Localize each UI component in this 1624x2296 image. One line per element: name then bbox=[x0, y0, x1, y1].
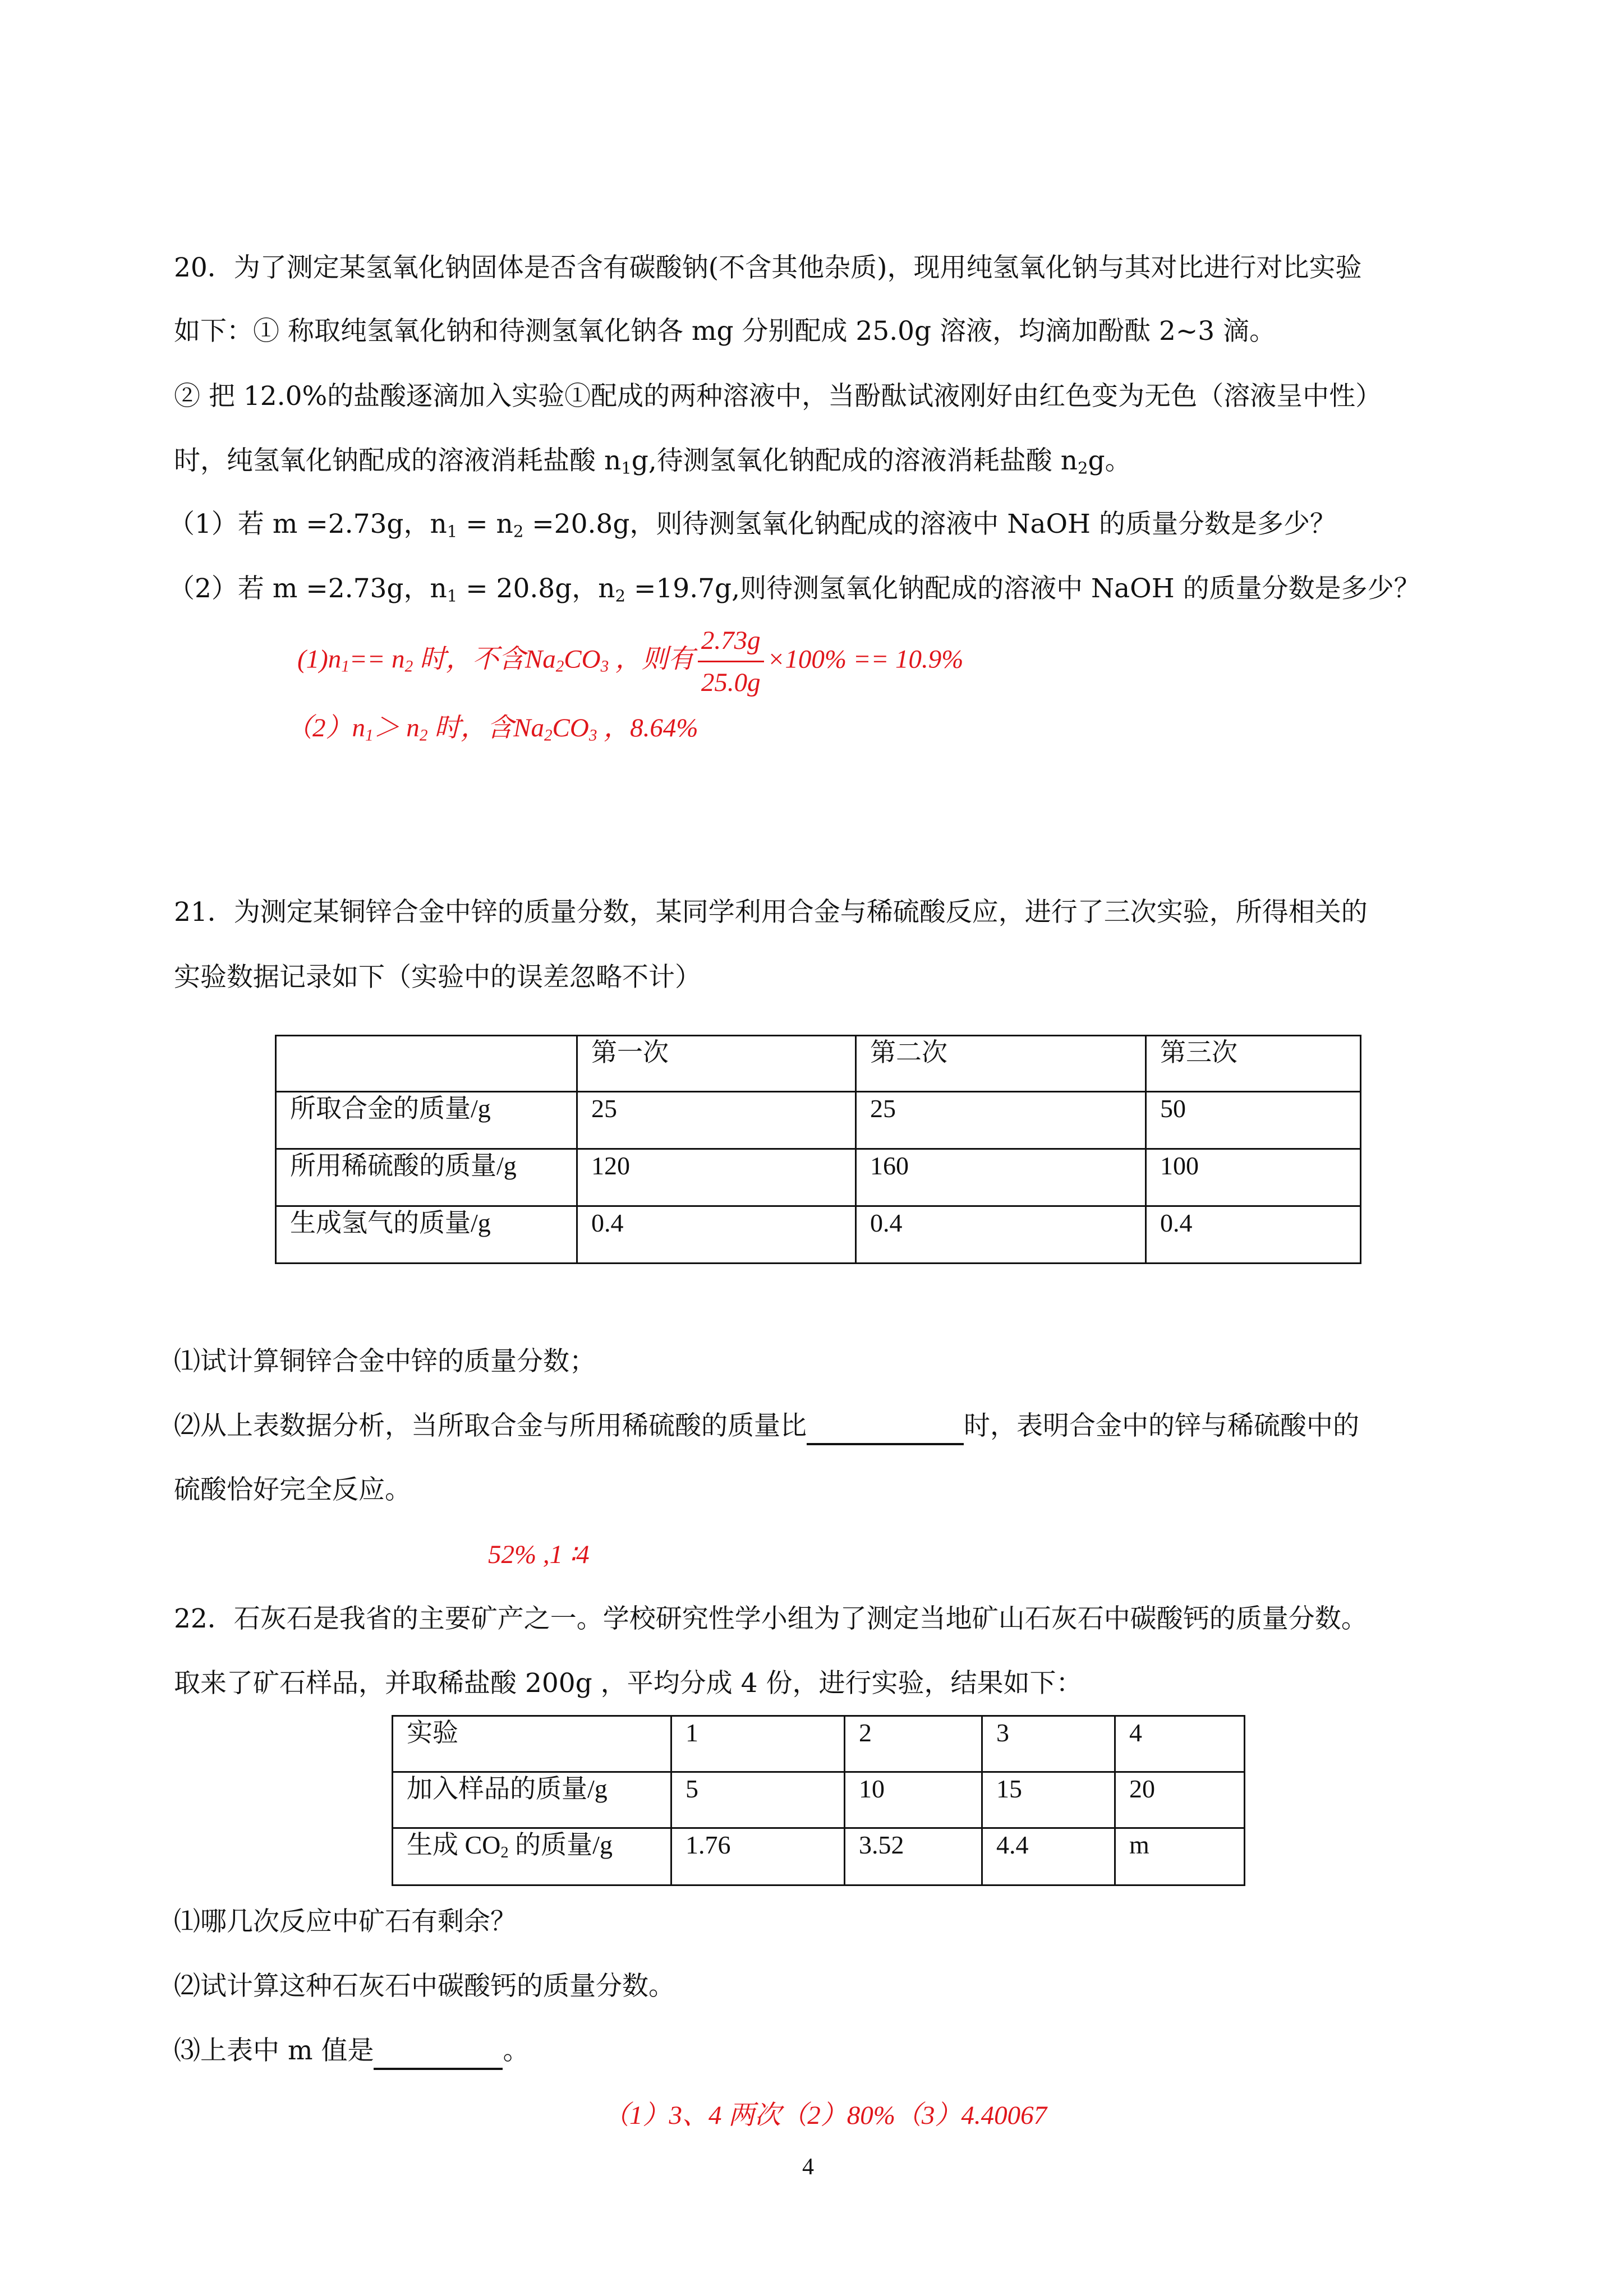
q22-answer: （1）3、4 两次（2）80%（3）4.40067 bbox=[603, 2101, 1047, 2130]
table-cell: 4.4 bbox=[982, 1828, 1115, 1885]
q20-question2: （2）若 m =2.73g，$n_1 = 20.8g$，$n_2 =19.7g$,则待测氢氧化钠配成的溶液中 NaOH 的质量分数是多少？ bbox=[168, 573, 1420, 606]
table-cell: 100 bbox=[1146, 1149, 1361, 1206]
q21-line2: 实验数据记录如下（实验中的误差忽略不计） bbox=[174, 962, 701, 993]
table-cell: 第一次 bbox=[577, 1036, 856, 1092]
q22-part1: ⑴哪几次反应中矿石有剩余？ bbox=[174, 1906, 517, 1937]
table-cell: 5 bbox=[671, 1772, 845, 1828]
table-header-row bbox=[393, 1716, 1245, 1772]
table-cell: 120 bbox=[577, 1149, 856, 1206]
table-row bbox=[276, 1092, 1361, 1149]
table-cell: 1.76 bbox=[671, 1828, 845, 1885]
table-cell: m bbox=[1115, 1828, 1245, 1885]
page-number: 4 bbox=[802, 2154, 814, 2180]
table-cell: 10 bbox=[845, 1772, 982, 1828]
q21-part1: ⑴试计算铜锌合金中锌的质量分数； bbox=[174, 1346, 596, 1377]
q22-table bbox=[392, 1715, 1245, 1886]
table-cell: 4 bbox=[1115, 1716, 1245, 1772]
table-cell: 0.4 bbox=[1146, 1206, 1361, 1264]
q20-line3: ② 把 12.0%的盐酸逐滴加入实验①配成的两种溶液中，当酚酞试液刚好由红色变为无色（溶液呈中性） bbox=[174, 381, 1382, 412]
q20-answer1: $(1)n_1== n_2$ 时，不含$Na_2CO_3$ ，则有 $\frac{2.73g}{25.0g}$ ×100% == 10.9% bbox=[297, 624, 963, 699]
table-row bbox=[393, 1828, 1245, 1885]
table-cell: 生成氢气的质量/g bbox=[276, 1206, 577, 1264]
q20-line2: 如下：① 称取纯氢氧化钠和待测氢氧化钠各 mg 分别配成 25.0g 溶液，均滴加酚酞 2~3 滴。 bbox=[174, 316, 1276, 347]
table-cell: 2 bbox=[845, 1716, 982, 1772]
q20-line4: 时，纯氢氧化钠配成的溶液消耗盐酸 $n_1g$,待测氢氧化钠配成的溶液消耗盐酸 $n_2g$。 bbox=[174, 445, 1131, 478]
q20-fraction: $\frac{2.73g}{25.0g}$ bbox=[698, 624, 764, 699]
table-cell: 25 bbox=[856, 1092, 1146, 1149]
q21-part2: ⑵从上表数据分析，当所取合金与所用稀硫酸的质量比 时，表明合金中的锌与稀硫酸中的 bbox=[174, 1409, 1359, 1445]
table-row bbox=[393, 1772, 1245, 1828]
answer-blank[interactable] bbox=[807, 1409, 964, 1445]
table-cell: 3.52 bbox=[845, 1828, 982, 1885]
q20-line1: 20．为了测定某氢氧化钠固体是否含有碳酸钠(不含其他杂质)，现用纯氢氧化钠与其对比进行对比实验 bbox=[174, 252, 1362, 283]
q20-answer2: $(2)n_1> n_2$ 时，含$Na_2CO_3$ ，8.64% bbox=[286, 713, 698, 745]
table-cell: 15 bbox=[982, 1772, 1115, 1828]
table-cell: 3 bbox=[982, 1716, 1115, 1772]
table-cell: 所用稀硫酸的质量/g bbox=[276, 1149, 577, 1206]
table-cell: 加入样品的质量/g bbox=[393, 1772, 671, 1828]
table-cell: 0.4 bbox=[856, 1206, 1146, 1264]
q22-line1: 22．石灰石是我省的主要矿产之一。学校研究性学小组为了测定当地矿山石灰石中碳酸钙的质量分数。 bbox=[174, 1603, 1368, 1634]
table-cell: 160 bbox=[856, 1149, 1146, 1206]
table-cell: 实验 bbox=[393, 1716, 671, 1772]
q21-line1: 21．为测定某铜锌合金中锌的质量分数，某同学利用合金与稀硫酸反应，进行了三次实验，所得相关的 bbox=[174, 897, 1368, 928]
q20-question1: （1）若 m =2.73g，$n_1 = n_2 =20.8g$，则待测氢氧化钠配成的溶液中 NaOH 的质量分数是多少？ bbox=[168, 509, 1336, 541]
table-cell: 所取合金的质量/g bbox=[276, 1092, 577, 1149]
table-row bbox=[276, 1149, 1361, 1206]
table-cell: 1 bbox=[671, 1716, 845, 1772]
table-cell: 生成 $CO_2$ 的质量/g bbox=[393, 1828, 671, 1885]
q22-part3: ⑶上表中 m 值是 。 bbox=[174, 2034, 529, 2070]
q22-part2: ⑵试计算这种石灰石中碳酸钙的质量分数。 bbox=[174, 1971, 675, 2002]
answer-blank[interactable] bbox=[374, 2034, 503, 2070]
table-cell: 0.4 bbox=[577, 1206, 856, 1264]
table-cell: 50 bbox=[1146, 1092, 1361, 1149]
q21-part3: 硫酸恰好完全反应。 bbox=[174, 1474, 411, 1505]
q21-answer: 52% ,1 ∶4 bbox=[488, 1540, 590, 1569]
table-header-row bbox=[276, 1036, 1361, 1092]
table-cell bbox=[276, 1036, 577, 1092]
table-cell: 25 bbox=[577, 1092, 856, 1149]
q21-table bbox=[275, 1035, 1361, 1264]
q22-line2: 取来了矿石样品，并取稀盐酸 200g ，平均分成 4 份，进行实验，结果如下： bbox=[174, 1668, 1083, 1699]
table-cell: 第三次 bbox=[1146, 1036, 1361, 1092]
table-cell: 20 bbox=[1115, 1772, 1245, 1828]
table-cell: 第二次 bbox=[856, 1036, 1146, 1092]
table-row bbox=[276, 1206, 1361, 1264]
